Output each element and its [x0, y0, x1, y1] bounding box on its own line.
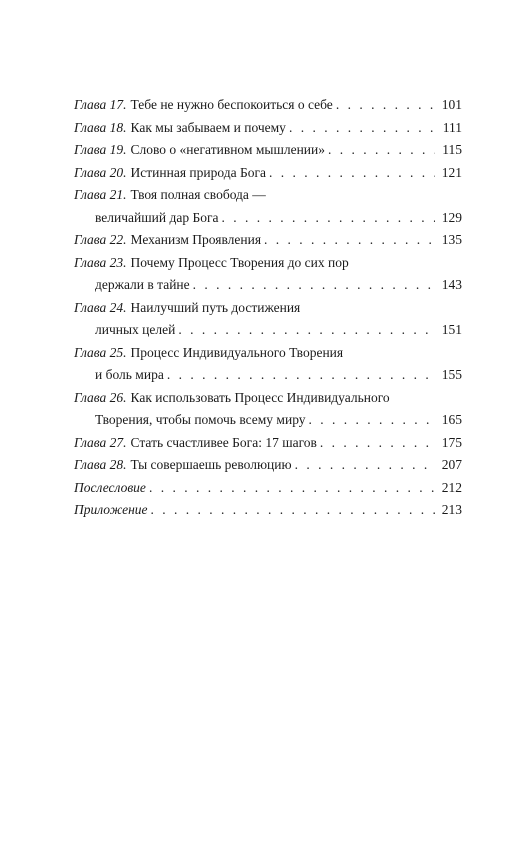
chapter-label: Глава 21. [74, 187, 127, 202]
leader-dots [151, 499, 435, 522]
toc-entry-chapter-22[interactable] [74, 229, 462, 252]
page-number: 115 [442, 142, 462, 157]
leader-dots [178, 319, 435, 342]
chapter-title: Истинная природа Бога [130, 164, 266, 180]
toc-entry-chapter-19[interactable] [74, 139, 462, 162]
chapter-title-continued: держали в тайне [95, 277, 190, 292]
chapter-title: Механизм Проявления [130, 232, 262, 247]
chapter-label: Глава 18. [74, 119, 127, 135]
chapter-title-continued: личных целей [95, 322, 176, 337]
chapter-title: Наилучший путь достижения [130, 299, 301, 315]
chapter-label: Глава 24. [74, 299, 127, 315]
chapter-label: Глава 25. [74, 344, 127, 360]
page-number: 135 [441, 232, 462, 247]
chapter-label: Глава 28. [74, 457, 127, 472]
page-number: 121 [441, 164, 462, 180]
leader-dots [167, 364, 435, 387]
leader-dots [149, 477, 435, 500]
chapter-title: Ты совершаешь революцию [130, 457, 292, 472]
chapter-title: Стать счастливее Бога: 17 шагов [130, 434, 317, 450]
chapter-title: Слово о «негативном мышлении» [130, 142, 325, 157]
section-label: Приложение [74, 502, 148, 517]
leader-dots [269, 162, 435, 185]
chapter-label: Глава 17. [74, 97, 127, 112]
chapter-title: Твоя полная свобода — [130, 187, 266, 202]
page-number: 212 [441, 479, 462, 495]
page-number: 155 [441, 367, 462, 382]
page-number: 143 [441, 277, 462, 292]
page-number: 165 [441, 412, 462, 427]
toc-entry-chapter-21[interactable] [74, 184, 462, 229]
toc-entry-chapter-17[interactable] [74, 94, 462, 117]
chapter-label: Глава 27. [74, 434, 127, 450]
toc-entry-appendix[interactable] [74, 499, 462, 522]
page-number: 175 [441, 434, 462, 450]
leader-dots [222, 207, 436, 230]
toc-entry-chapter-26[interactable] [74, 387, 462, 432]
chapter-title: Почему Процесс Творения до сих пор [130, 254, 349, 270]
page-number: 101 [441, 97, 462, 112]
chapter-title: Как использовать Процесс Индивидуального [130, 389, 390, 405]
toc-entry-afterword[interactable] [74, 477, 462, 500]
leader-dots [320, 432, 435, 455]
leader-dots [336, 94, 435, 117]
chapter-label: Глава 20. [74, 164, 127, 180]
chapter-label: Глава 26. [74, 389, 127, 405]
page-number: 213 [441, 502, 462, 517]
leader-dots [328, 139, 435, 162]
leader-dots [193, 274, 435, 297]
toc-entry-chapter-18[interactable] [74, 117, 462, 140]
leader-dots [309, 409, 435, 432]
toc-entry-chapter-24[interactable] [74, 297, 462, 342]
page-number: 207 [441, 457, 462, 472]
chapter-title-continued: величайший дар Бога [95, 209, 219, 225]
leader-dots [289, 117, 435, 140]
leader-dots [264, 229, 435, 252]
toc-entry-chapter-20[interactable] [74, 162, 462, 185]
chapter-label: Глава 23. [74, 254, 127, 270]
chapter-label: Глава 22. [74, 232, 127, 247]
table-of-contents [74, 94, 462, 522]
chapter-title: Тебе не нужно беспокоиться о себе [130, 97, 333, 112]
chapter-title-continued: Творения, чтобы помочь всему миру [95, 412, 306, 427]
chapter-title: Процесс Индивидуального Творения [130, 344, 344, 360]
section-label: Послесловие [74, 479, 146, 495]
chapter-title-continued: и боль мира [95, 367, 164, 382]
chapter-label: Глава 19. [74, 142, 127, 157]
leader-dots [295, 454, 435, 477]
chapter-title: Как мы забываем и почему [130, 119, 286, 135]
toc-entry-chapter-23[interactable] [74, 252, 462, 297]
page-number: 111 [442, 119, 462, 135]
toc-entry-chapter-25[interactable] [74, 342, 462, 387]
toc-entry-chapter-28[interactable] [74, 454, 462, 477]
page-number: 151 [441, 322, 462, 337]
toc-entry-chapter-27[interactable] [74, 432, 462, 455]
page-number: 129 [441, 209, 462, 225]
